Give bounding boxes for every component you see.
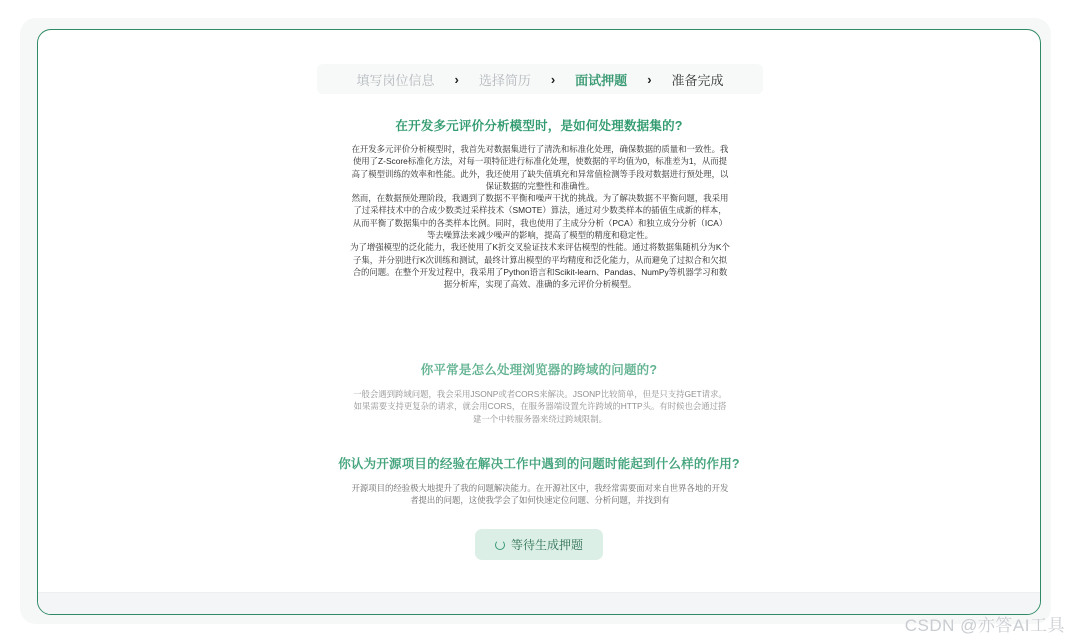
step-fill-job-info[interactable]: 填写岗位信息 xyxy=(356,72,435,88)
chevron-right-icon: › xyxy=(454,71,459,87)
answer-block xyxy=(350,388,730,425)
step-select-resume[interactable]: 选择简历 xyxy=(478,72,531,88)
step-ready[interactable]: 准备完成 xyxy=(671,72,724,88)
question-1-text: 在开发多元评价分析模型时，是如何处理数据集的? xyxy=(395,119,683,133)
answer-block xyxy=(350,482,730,508)
watermark: CSDN @亦答AI工具 xyxy=(904,616,1065,635)
main-card xyxy=(37,29,1041,615)
answer-2-paragraph-1: 一般会遇到跨域问题，我会采用JSONP或者CORS来解决。JSONP比较简单，但是只支持GET请求。如果需要支持更复杂的请求，就会用CORS，在服务器端设置允许跨域的HTTP头。有时候也会通过搭建一个中转服务器来绕过跨域限制。 xyxy=(353,389,727,424)
waiting-generate-button[interactable] xyxy=(475,529,603,560)
question-title xyxy=(38,116,1040,135)
chevron-right-icon: › xyxy=(647,71,652,87)
step-interview-questions[interactable]: 面试押题 xyxy=(575,72,628,88)
question-title xyxy=(38,360,1040,379)
loading-spinner-icon xyxy=(495,540,505,550)
card-footer xyxy=(38,592,1040,614)
generate-button-label: 等待生成押题 xyxy=(510,538,583,552)
answer-1-paragraph-3: 为了增强模型的泛化能力，我还使用了K折交叉验证技术来评估模型的性能。通过将数据集随机分为K个子集，并分别进行K次训练和测试，最终计算出模型的平均精度和泛化能力，从而避免了过拟合和欠拟合的问题。在整个开发过程中，我采用了Python语言和Scikit-learn、Pandas、NumPy等机器学习和数据分析库，实现了高效、准确的多元评价分析模型。 xyxy=(350,242,730,290)
answer-1-paragraph-1: 在开发多元评价分析模型时，我首先对数据集进行了清洗和标准化处理，确保数据的质量和一致性。我使用了Z-Score标准化方法，对每一项特征进行标准化处理，使数据的平均值为0，标准差为1，从而提高了模型训练的效率和性能。此外，我还使用了缺失值填充和异常值检测等手段对数据进行预处理，以保证数据的完整性和准确性。 xyxy=(351,144,729,191)
answer-block xyxy=(350,143,730,291)
question-3-text: 你认为开源项目的经验在解决工作中遇到的问题时能起到什么样的作用? xyxy=(338,457,740,471)
question-2-text: 你平常是怎么处理浏览器的跨域的问题的? xyxy=(420,363,658,377)
chevron-right-icon: › xyxy=(550,71,556,87)
progress-steps xyxy=(317,64,763,94)
question-title xyxy=(38,454,1040,473)
answer-1-paragraph-2: 然而，在数据预处理阶段，我遇到了数据不平衡和噪声干扰的挑战。为了解决数据不平衡问题，我采用了过采样技术中的合成少数类过采样技术（SMOTE）算法，通过对少数类样本的插值生成新的样本，从而平衡了数据集中的各类样本比例。同时，我也使用了主成分分析（PCA）和独立成分分析（ICA）等去噪算法来减少噪声的影响，提高了模型的精度和稳定性。 xyxy=(351,193,729,241)
answer-3-paragraph-1: 开源项目的经验极大地提升了我的问题解决能力。在开源社区中，我经常需要面对来自世界各地的开发者提出的问题，这使我学会了如何快速定位问题、分析问题，并找到有 xyxy=(351,483,729,506)
